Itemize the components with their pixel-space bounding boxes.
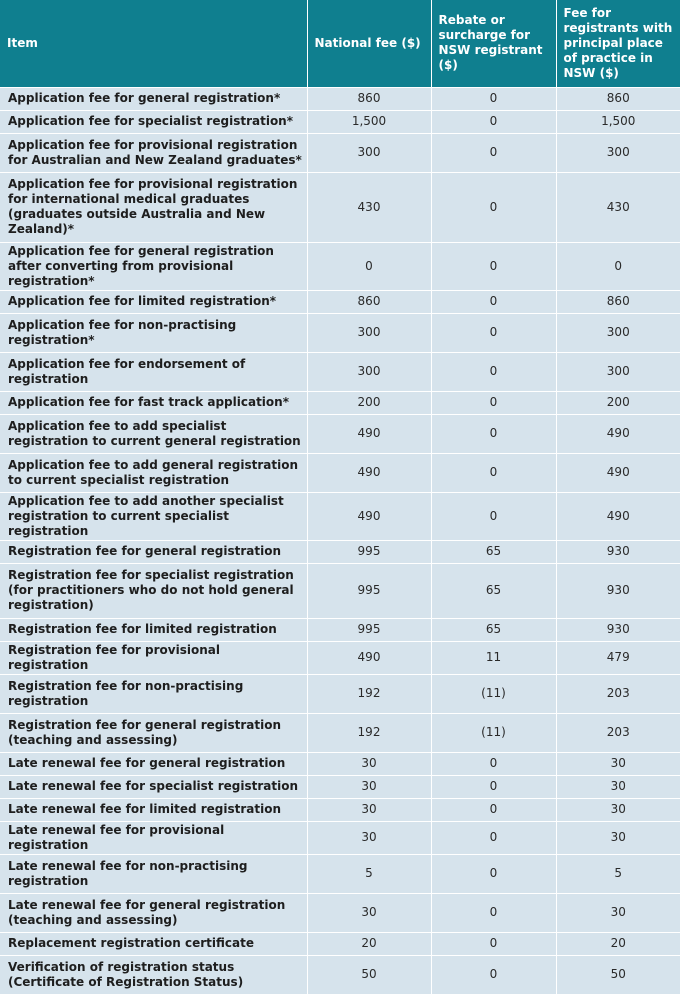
- header-item: Item: [0, 0, 307, 87]
- row-item-cell: Late renewal fee for limited registration: [0, 798, 307, 821]
- table-row: [0, 752, 680, 775]
- row-national-fee-cell: 0: [307, 242, 431, 290]
- table-row: [0, 453, 680, 492]
- row-rebate-cell: 0: [431, 854, 556, 893]
- row-nsw-fee-cell: 490: [556, 414, 680, 453]
- table-row: [0, 893, 680, 932]
- row-nsw-fee-cell: 490: [556, 492, 680, 540]
- row-rebate-cell: 0: [431, 775, 556, 798]
- row-rebate-cell: 0: [431, 932, 556, 955]
- row-national-fee-cell: 490: [307, 414, 431, 453]
- row-item-cell: Registration fee for provisional registration: [0, 641, 307, 674]
- row-national-fee-cell: 30: [307, 798, 431, 821]
- table-row: [0, 955, 680, 994]
- row-item-cell: Application fee for fast track application*: [0, 391, 307, 414]
- header-nsw-fee: Fee for registrants with principal place of practice in NSW ($): [556, 0, 680, 87]
- row-rebate-cell: 0: [431, 821, 556, 854]
- table-row: [0, 540, 680, 563]
- row-national-fee-cell: 995: [307, 618, 431, 641]
- table-row: [0, 563, 680, 618]
- row-nsw-fee-cell: 300: [556, 352, 680, 391]
- row-rebate-cell: 0: [431, 352, 556, 391]
- row-national-fee-cell: 430: [307, 172, 431, 242]
- row-nsw-fee-cell: 860: [556, 290, 680, 313]
- row-national-fee-cell: 995: [307, 540, 431, 563]
- row-rebate-cell: 0: [431, 87, 556, 110]
- row-item-cell: Application fee to add general registration to current specialist registration: [0, 453, 307, 492]
- row-nsw-fee-cell: 5: [556, 854, 680, 893]
- row-rebate-cell: 65: [431, 563, 556, 618]
- table-header-row: [0, 0, 680, 87]
- row-rebate-cell: 0: [431, 242, 556, 290]
- table-row: [0, 313, 680, 352]
- row-national-fee-cell: 860: [307, 290, 431, 313]
- row-national-fee-cell: 300: [307, 313, 431, 352]
- row-nsw-fee-cell: 203: [556, 713, 680, 752]
- row-item-cell: Late renewal fee for general registration: [0, 752, 307, 775]
- row-rebate-cell: 0: [431, 110, 556, 133]
- row-rebate-cell: 0: [431, 453, 556, 492]
- row-item-cell: Registration fee for general registration (teaching and assessing): [0, 713, 307, 752]
- row-nsw-fee-cell: 20: [556, 932, 680, 955]
- row-item-cell: Application fee for non-practising registration*: [0, 313, 307, 352]
- table-row: [0, 618, 680, 641]
- table-row: [0, 110, 680, 133]
- table-row: [0, 641, 680, 674]
- row-rebate-cell: 0: [431, 893, 556, 932]
- row-item-cell: Application fee for general registration after converting from provisional registration*: [0, 242, 307, 290]
- row-nsw-fee-cell: 200: [556, 391, 680, 414]
- table-row: [0, 172, 680, 242]
- row-item-cell: Replacement registration certificate: [0, 932, 307, 955]
- row-item-cell: Registration fee for general registration: [0, 540, 307, 563]
- row-rebate-cell: 65: [431, 618, 556, 641]
- table-row: [0, 414, 680, 453]
- row-nsw-fee-cell: 30: [556, 775, 680, 798]
- row-nsw-fee-cell: 930: [556, 563, 680, 618]
- row-rebate-cell: 11: [431, 641, 556, 674]
- row-rebate-cell: 0: [431, 313, 556, 352]
- row-nsw-fee-cell: 30: [556, 893, 680, 932]
- row-national-fee-cell: 30: [307, 821, 431, 854]
- table-row: [0, 87, 680, 110]
- row-nsw-fee-cell: 1,500: [556, 110, 680, 133]
- header-national-fee: National fee ($): [307, 0, 431, 87]
- row-national-fee-cell: 490: [307, 492, 431, 540]
- row-rebate-cell: 0: [431, 172, 556, 242]
- row-item-cell: Application fee for endorsement of registration: [0, 352, 307, 391]
- row-nsw-fee-cell: 203: [556, 674, 680, 713]
- row-national-fee-cell: 490: [307, 641, 431, 674]
- row-national-fee-cell: 490: [307, 453, 431, 492]
- row-nsw-fee-cell: 50: [556, 955, 680, 994]
- table-row: [0, 133, 680, 172]
- row-national-fee-cell: 30: [307, 893, 431, 932]
- row-nsw-fee-cell: 930: [556, 540, 680, 563]
- row-nsw-fee-cell: 0: [556, 242, 680, 290]
- row-national-fee-cell: 1,500: [307, 110, 431, 133]
- row-national-fee-cell: 20: [307, 932, 431, 955]
- row-national-fee-cell: 995: [307, 563, 431, 618]
- row-rebate-cell: 0: [431, 414, 556, 453]
- row-nsw-fee-cell: 430: [556, 172, 680, 242]
- table-row: [0, 854, 680, 893]
- row-nsw-fee-cell: 479: [556, 641, 680, 674]
- row-item-cell: Late renewal fee for general registration (teaching and assessing): [0, 893, 307, 932]
- table-row: [0, 798, 680, 821]
- row-nsw-fee-cell: 490: [556, 453, 680, 492]
- row-nsw-fee-cell: 930: [556, 618, 680, 641]
- row-rebate-cell: 65: [431, 540, 556, 563]
- row-item-cell: Registration fee for specialist registration (for practitioners who do not hold general registration): [0, 563, 307, 618]
- row-national-fee-cell: 50: [307, 955, 431, 994]
- table-row: [0, 290, 680, 313]
- table-row: [0, 352, 680, 391]
- table-row: [0, 242, 680, 290]
- row-item-cell: Registration fee for non-practising registration: [0, 674, 307, 713]
- row-national-fee-cell: 30: [307, 752, 431, 775]
- row-rebate-cell: 0: [431, 752, 556, 775]
- row-item-cell: Application fee to add another specialist registration to current specialist registration: [0, 492, 307, 540]
- row-rebate-cell: 0: [431, 492, 556, 540]
- row-national-fee-cell: 200: [307, 391, 431, 414]
- row-national-fee-cell: 192: [307, 713, 431, 752]
- row-nsw-fee-cell: 30: [556, 798, 680, 821]
- row-rebate-cell: (11): [431, 674, 556, 713]
- table-row: [0, 775, 680, 798]
- table-row: [0, 674, 680, 713]
- table-row: [0, 821, 680, 854]
- row-rebate-cell: 0: [431, 290, 556, 313]
- table-row: [0, 932, 680, 955]
- row-item-cell: Late renewal fee for non-practising registration: [0, 854, 307, 893]
- row-national-fee-cell: 860: [307, 87, 431, 110]
- row-rebate-cell: 0: [431, 955, 556, 994]
- row-rebate-cell: 0: [431, 798, 556, 821]
- row-nsw-fee-cell: 300: [556, 133, 680, 172]
- row-nsw-fee-cell: 30: [556, 821, 680, 854]
- table-row: [0, 713, 680, 752]
- row-national-fee-cell: 300: [307, 352, 431, 391]
- row-national-fee-cell: 30: [307, 775, 431, 798]
- row-nsw-fee-cell: 860: [556, 87, 680, 110]
- row-item-cell: Late renewal fee for specialist registration: [0, 775, 307, 798]
- row-rebate-cell: 0: [431, 391, 556, 414]
- row-item-cell: Application fee to add specialist registration to current general registration: [0, 414, 307, 453]
- row-item-cell: Verification of registration status (Certificate of Registration Status): [0, 955, 307, 994]
- row-nsw-fee-cell: 30: [556, 752, 680, 775]
- header-rebate: Rebate or surcharge for NSW registrant ($): [431, 0, 556, 87]
- row-item-cell: Application fee for limited registration*: [0, 290, 307, 313]
- row-item-cell: Application fee for provisional registration for Australian and New Zealand graduates*: [0, 133, 307, 172]
- row-national-fee-cell: 300: [307, 133, 431, 172]
- row-item-cell: Registration fee for limited registration: [0, 618, 307, 641]
- row-item-cell: Application fee for provisional registration for international medical graduates (graduates outside Australia and New Zealand)*: [0, 172, 307, 242]
- row-item-cell: Application fee for specialist registration*: [0, 110, 307, 133]
- row-national-fee-cell: 5: [307, 854, 431, 893]
- table-row: [0, 492, 680, 540]
- row-item-cell: Late renewal fee for provisional registration: [0, 821, 307, 854]
- row-rebate-cell: 0: [431, 133, 556, 172]
- table-row: [0, 391, 680, 414]
- row-national-fee-cell: 192: [307, 674, 431, 713]
- row-nsw-fee-cell: 300: [556, 313, 680, 352]
- row-rebate-cell: (11): [431, 713, 556, 752]
- row-item-cell: Application fee for general registration*: [0, 87, 307, 110]
